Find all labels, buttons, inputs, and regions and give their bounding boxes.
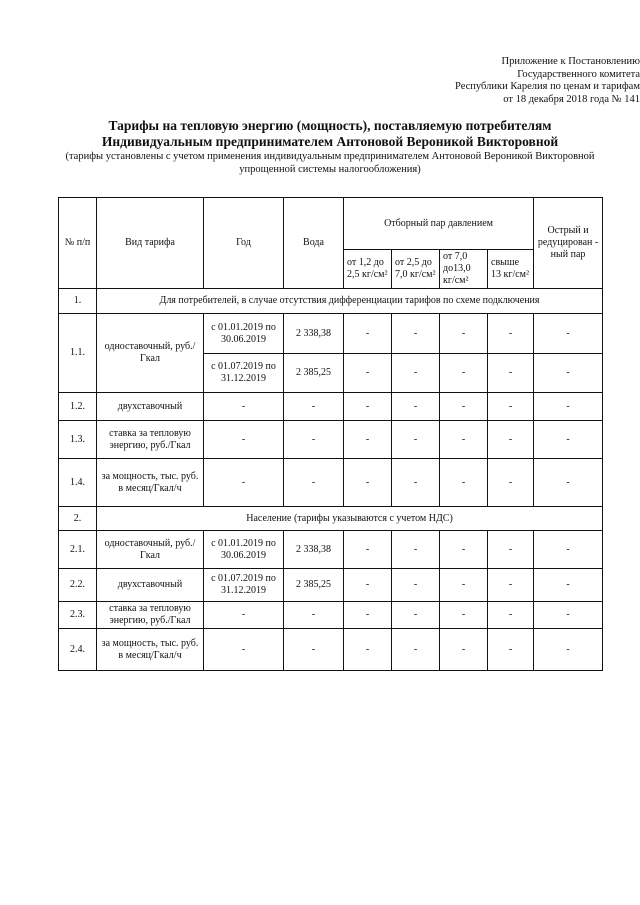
cell-dash: - [392,354,440,393]
cell-dash: - [488,314,534,354]
document-title [60,118,600,150]
cell-dash: - [392,459,440,507]
cell-dash: - [392,421,440,459]
row-type: одноставочный, руб./Гкал [97,314,204,393]
cell-dash: - [440,602,488,629]
table-row [59,629,603,671]
header-pressure-3: от 7,0 до13,0 кг/см² [440,250,488,289]
cell-dash: - [284,393,344,421]
row-period: с 01.07.2019 по 31.12.2019 [204,569,284,602]
row-num: 2. [59,507,97,531]
cell-dash: - [440,531,488,569]
cell-dash: - [284,602,344,629]
cell-dash: - [488,421,534,459]
cell-dash: - [392,393,440,421]
document-subtitle [58,151,602,176]
subtitle-line: (тарифы установлены с учетом применения индивидуальным предпринимателем Антоновой Вероникой Викторовной [65,151,595,162]
cell-dash: - [534,531,603,569]
row-num: 1.4. [59,459,97,507]
cell-dash: - [440,354,488,393]
section-row [59,507,603,531]
row-num: 1.2. [59,393,97,421]
row-water: 2 385,25 [284,569,344,602]
cell-dash: - [284,421,344,459]
cell-dash: - [534,421,603,459]
appendix-line: Государственного комитета [517,68,640,80]
row-type: за мощность, тыс. руб. в месяц/Гкал/ч [97,629,204,671]
cell-dash: - [440,459,488,507]
table-row [59,393,603,421]
tariff-table [58,197,603,671]
row-water: 2 385,25 [284,354,344,393]
cell-dash: - [440,629,488,671]
cell-dash: - [392,602,440,629]
row-period: с 01.07.2019 по 31.12.2019 [204,354,284,393]
cell-dash: - [392,629,440,671]
row-num: 1.3. [59,421,97,459]
cell-dash: - [534,569,603,602]
cell-dash: - [344,602,392,629]
header-pressure-1: от 1,2 до 2,5 кг/см² [344,250,392,289]
row-num: 1.1. [59,314,97,393]
row-type: за мощность, тыс. руб. в месяц/Гкал/ч [97,459,204,507]
cell-dash: - [344,459,392,507]
header-water: Вода [284,198,344,289]
cell-dash: - [488,354,534,393]
cell-dash: - [534,314,603,354]
cell-dash: - [284,459,344,507]
table-row [59,531,603,569]
header-type: Вид тарифа [97,198,204,289]
header-pressure-2: от 2,5 до 7,0 кг/см² [392,250,440,289]
row-num: 2.2. [59,569,97,602]
cell-dash: - [534,459,603,507]
row-period: с 01.01.2019 по 30.06.2019 [204,531,284,569]
subtitle-line: упрощенной системы налогообложения) [239,163,421,175]
appendix-line: Республики Карелия по ценам и тарифам [455,81,640,92]
cell-dash: - [204,629,284,671]
appendix-line: от 18 декабря 2018 года № 141 [503,93,640,105]
section-label: Для потребителей, в случае отсутствия дифференциации тарифов по схеме подключения [97,289,603,314]
header-year: Год [204,198,284,289]
cell-dash: - [204,393,284,421]
cell-dash: - [284,629,344,671]
table-row [59,602,603,629]
cell-dash: - [488,393,534,421]
row-type: ставка за тепловую энергию, руб./Гкал [97,421,204,459]
section-label: Население (тарифы указываются с учетом НДС) [97,507,603,531]
cell-dash: - [440,569,488,602]
cell-dash: - [392,314,440,354]
table-row [59,569,603,602]
cell-dash: - [392,531,440,569]
cell-dash: - [534,629,603,671]
row-num: 2.3. [59,602,97,629]
cell-dash: - [344,314,392,354]
row-water: 2 338,38 [284,314,344,354]
table-row [59,314,603,354]
cell-dash: - [344,393,392,421]
header-sharp-steam: Острый и редуцирован - ный пар [534,198,603,289]
cell-dash: - [344,629,392,671]
appendix-line: Приложение к Постановлению [501,56,640,67]
cell-dash: - [488,629,534,671]
row-type: одноставочный, руб./Гкал [97,531,204,569]
cell-dash: - [488,531,534,569]
header-pressure-4: свыше 13 кг/см² [488,250,534,289]
cell-dash: - [204,421,284,459]
title-line: Индивидуальным предпринимателем Антоновой Вероникой Викторовной [101,134,559,149]
cell-dash: - [344,569,392,602]
cell-dash: - [488,459,534,507]
row-period: с 01.01.2019 по 30.06.2019 [204,314,284,354]
cell-dash: - [488,602,534,629]
row-type: ставка за тепловую энергию, руб./Гкал [97,602,204,629]
row-type: двухставочный [97,393,204,421]
cell-dash: - [534,602,603,629]
row-water: 2 338,38 [284,531,344,569]
cell-dash: - [344,354,392,393]
cell-dash: - [488,569,534,602]
cell-dash: - [440,421,488,459]
cell-dash: - [440,314,488,354]
row-num: 1. [59,289,97,314]
title-line: Тарифы на тепловую энергию (мощность), поставляемую потребителям [108,118,552,133]
row-type: двухставочный [97,569,204,602]
cell-dash: - [534,393,603,421]
row-num: 2.4. [59,629,97,671]
table-row [59,421,603,459]
cell-dash: - [204,459,284,507]
table-row [59,459,603,507]
cell-dash: - [440,393,488,421]
cell-dash: - [392,569,440,602]
row-num: 2.1. [59,531,97,569]
cell-dash: - [344,421,392,459]
cell-dash: - [344,531,392,569]
cell-dash: - [204,602,284,629]
header-steam: Отборный пар давлением [344,198,534,250]
section-row [59,289,603,314]
cell-dash: - [534,354,603,393]
appendix-note [340,56,640,106]
header-num: № п/п [59,198,97,289]
